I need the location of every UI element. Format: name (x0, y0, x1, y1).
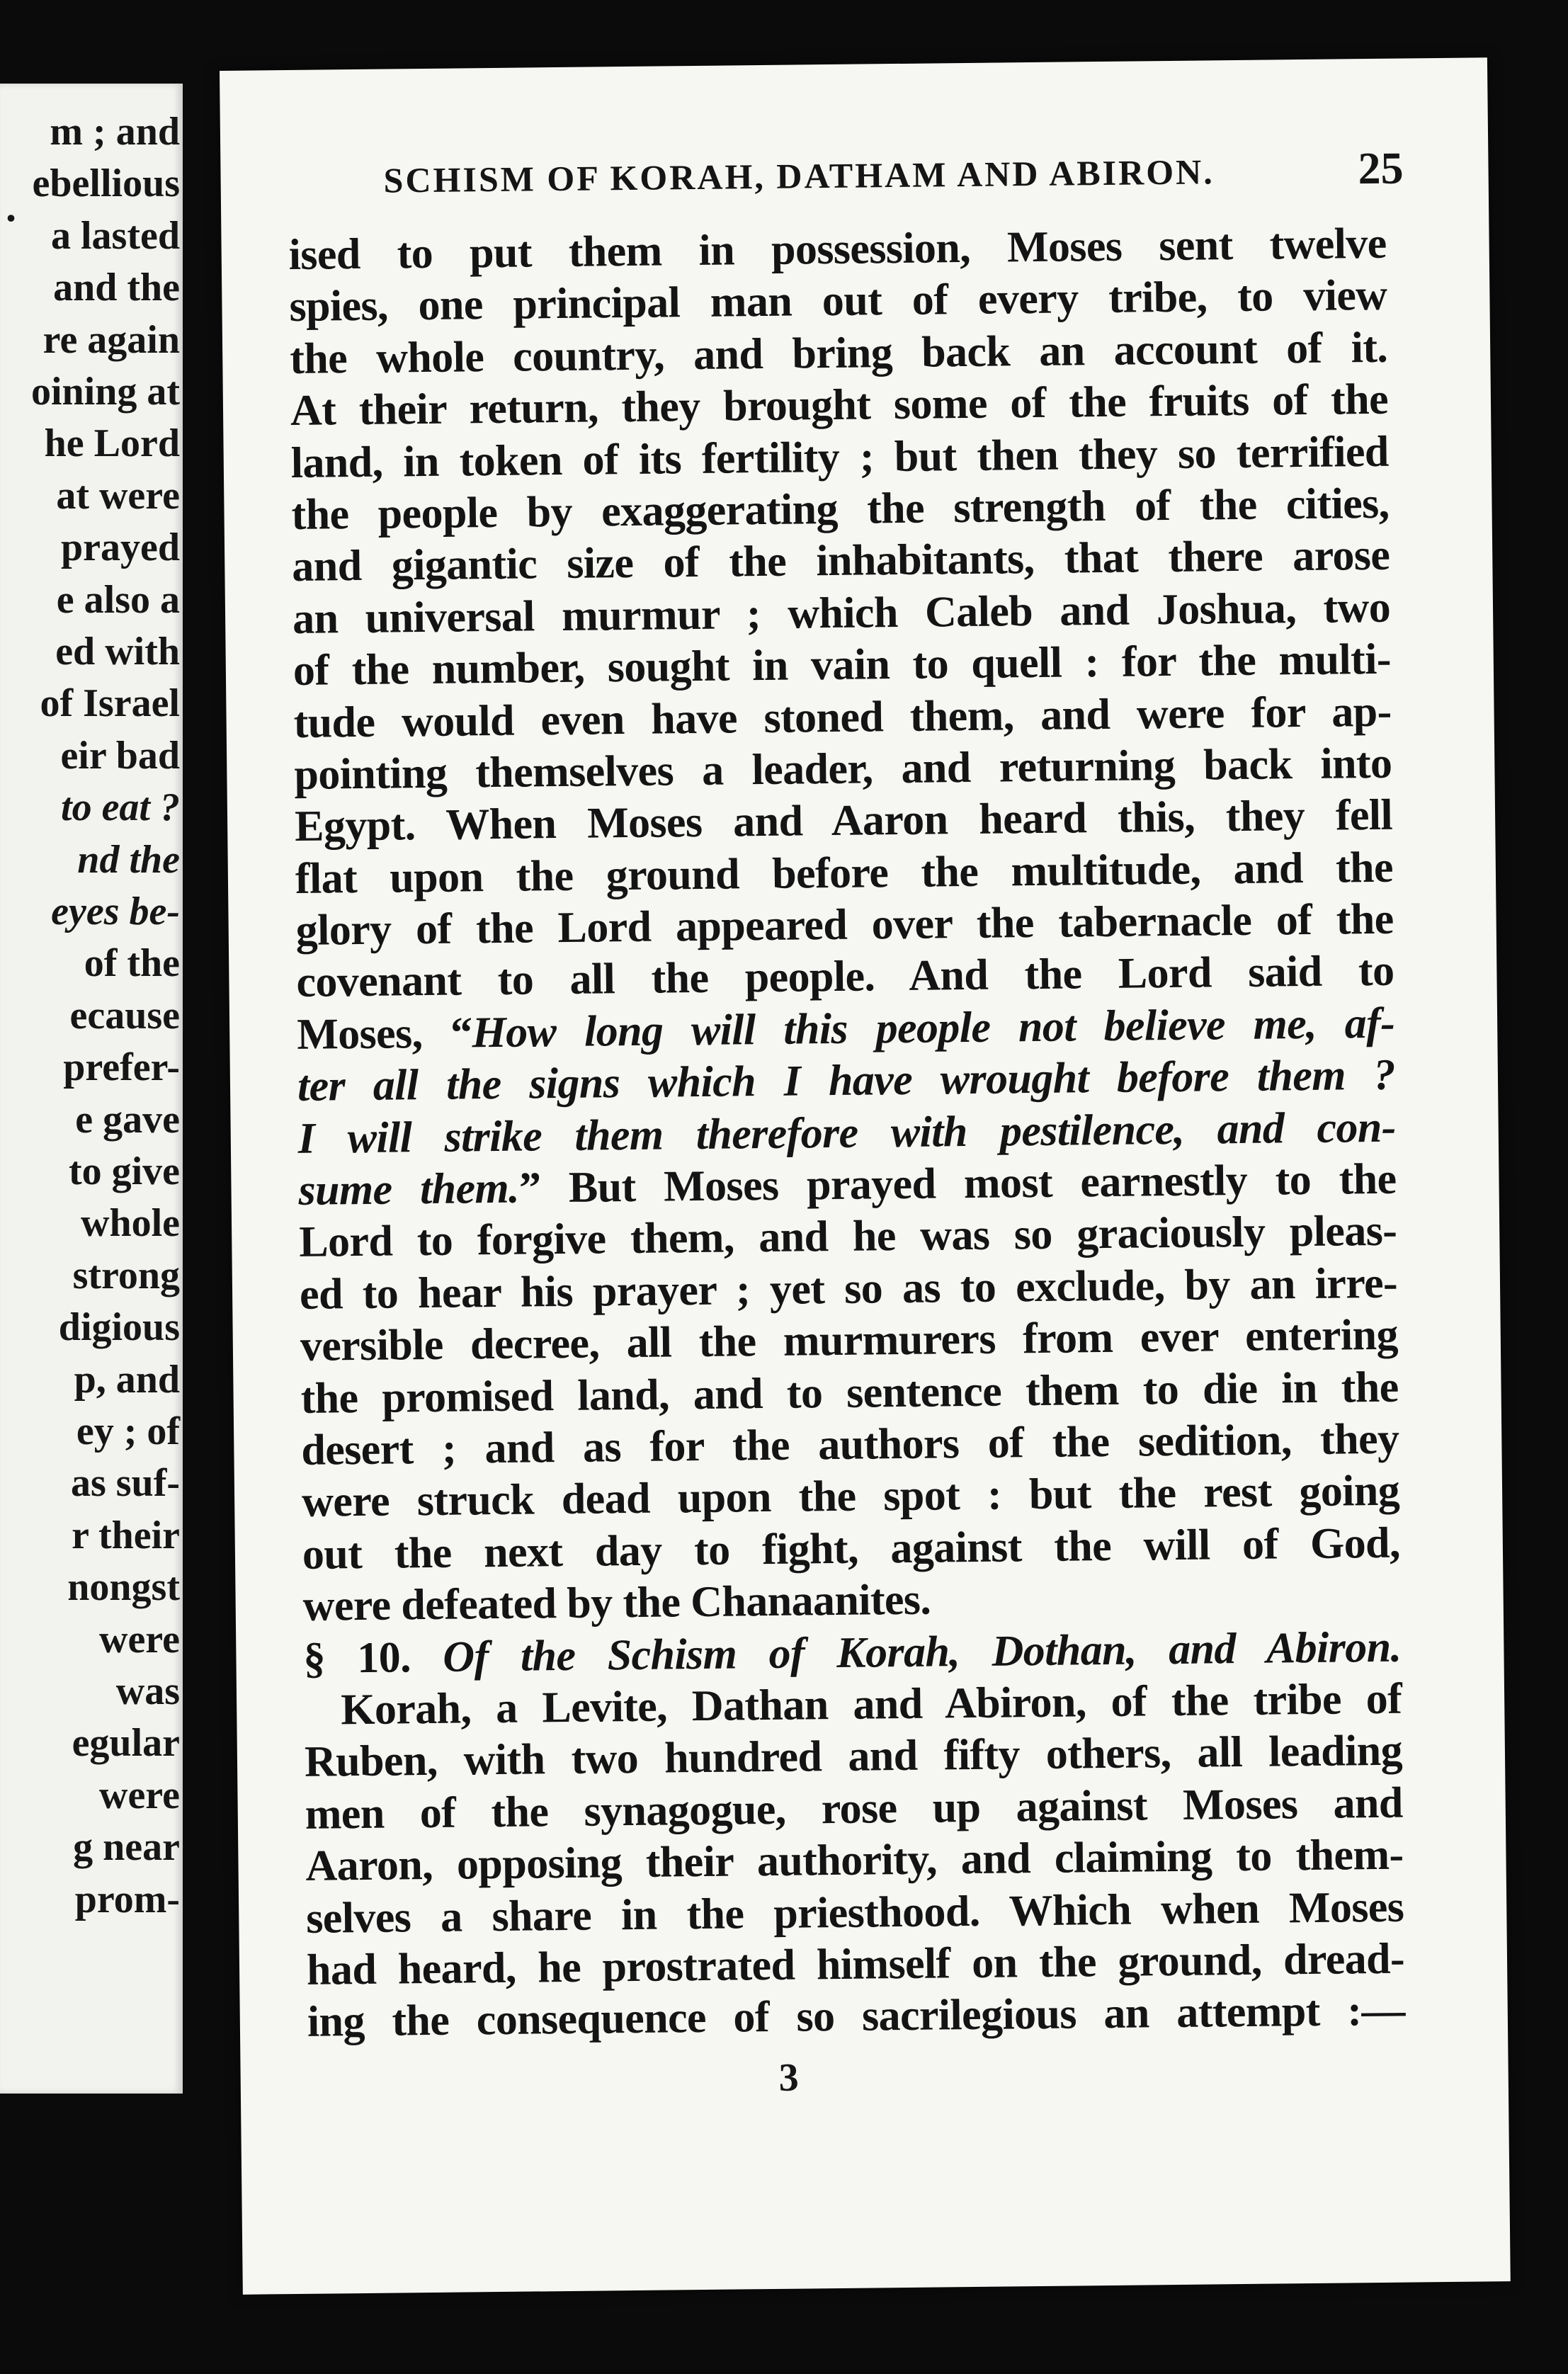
text-segment: an universal murmur ; which Caleb and Joshua, two (292, 583, 1391, 643)
text-line (307, 1985, 1405, 2049)
text-segment: ing the consequence of so sacrilegious an attempt :— (307, 1986, 1406, 2047)
facing-page-line: nd the (77, 837, 180, 882)
text-segment: were defeated by the Chanaanites. (302, 1575, 931, 1631)
facing-page-line: oining at (30, 370, 180, 414)
facing-page-line: were (99, 1617, 180, 1662)
text-segment: Of the Schism of Korah, Dothan, and Abiron. (442, 1623, 1402, 1681)
facing-page-line: p, and (74, 1357, 180, 1402)
facing-page-line: eyes be- (51, 890, 180, 933)
text-segment: the whole country, and bring back an account of it. (289, 323, 1388, 383)
text-segment: How long will this people not believe me, af- (472, 999, 1395, 1057)
facing-page-line: digious (58, 1305, 180, 1350)
facing-page-line: ecause (69, 993, 180, 1038)
text-segment: Korah, a Levite, Dathan and Abiron, of the tribe of (340, 1674, 1402, 1734)
facing-page-line: e gave (75, 1097, 180, 1142)
text-segment: desert ; and as for the authors of the sedition, they (301, 1414, 1399, 1475)
facing-page-line: he Lord (44, 421, 180, 466)
facing-page-line: whole (81, 1201, 180, 1246)
facing-page-line: prayed (61, 526, 180, 570)
facing-page-line: of Israel (40, 681, 180, 726)
text-segment: At their return, they brought some of the fruits of the (290, 375, 1389, 436)
text-segment: Egypt. When Moses and Aaron heard this, they fell (294, 791, 1393, 851)
text-segment: pointing themselves a leader, and returning back into (294, 739, 1392, 799)
facing-page-line: r their (72, 1513, 180, 1557)
facing-page-line: as suf- (70, 1461, 180, 1506)
book-page (220, 57, 1511, 2295)
facing-page-line: re again (42, 317, 180, 362)
running-title: SCHISM OF KORAH, DATHAM AND ABIRON. (383, 152, 1215, 200)
text-segment: covenant to all the people. And the Lord said to (296, 947, 1394, 1007)
text-segment: the people by exaggerating the strength of the cities, (291, 479, 1390, 539)
facing-page-line: at were (56, 473, 180, 518)
facing-page-line: ey ; of (76, 1409, 180, 1453)
text-segment: were struck dead upon the spot : but the rest going (301, 1467, 1400, 1527)
facing-page-line: prom- (74, 1877, 180, 1921)
facing-page-line: strong (72, 1253, 180, 1297)
text-segment: ed to hear his prayer ; yet so as to exclude, by an irre- (299, 1259, 1398, 1319)
signature-mark: 3 (778, 2055, 800, 2100)
text-segment: flat upon the ground before the multitude, and the (295, 843, 1394, 903)
text-segment: and gigantic size of the inhabitants, that there arose (291, 531, 1390, 591)
text-segment: ” But Moses prayed most earnestly to the (518, 1154, 1397, 1212)
text-segment: selves a share in the priesthood. Which when Moses (305, 1882, 1404, 1943)
text-segment: sume them. (298, 1164, 520, 1215)
facing-page-line: eir bad (60, 733, 180, 778)
text-segment: Moses, “ (296, 1009, 472, 1059)
facing-page-line: ed with (55, 630, 180, 674)
text-segment: spies, one principal man out of every tribe, to view (289, 271, 1387, 331)
text-segment: of the number, sought in vain to quell : for the multi- (292, 635, 1392, 695)
text-segment: land, in token of its fertility ; but then they so terrified (290, 427, 1390, 487)
facing-page-line: g near (73, 1825, 180, 1870)
facing-page-line: was (115, 1669, 180, 1713)
text-segment: ised to put them in possession, Moses sent twelve (288, 219, 1387, 279)
text-segment: ter all the signs which I have wrought before them ? (297, 1050, 1396, 1111)
facing-page-line: nongst (67, 1565, 180, 1610)
text-segment: men of the synagogue, rose up against Moses and (305, 1778, 1404, 1839)
facing-page-dot: . (6, 183, 16, 230)
facing-page-line: were (99, 1773, 180, 1817)
text-segment: Aaron, opposing their authority, and claiming to them- (305, 1830, 1404, 1890)
running-head (383, 142, 1404, 210)
facing-page-edge (0, 84, 183, 2094)
facing-page-line: prefer- (63, 1045, 180, 1090)
facing-page-line: of the (84, 941, 180, 986)
facing-page-line: e also a (56, 577, 180, 622)
facing-page-line: to eat ? (61, 785, 180, 830)
text-segment: the promised land, and to sentence them to die in the (300, 1363, 1399, 1423)
facing-page-line: a lasted (51, 213, 180, 258)
text-segment: Lord to forgive them, and he was so graciously pleas- (298, 1207, 1397, 1267)
text-segment: out the next day to fight, against the will of God, (302, 1518, 1401, 1579)
facing-page-line: and the (53, 266, 180, 310)
text-segment: had heard, he prostrated himself on the ground, dread- (306, 1934, 1405, 1994)
text-segment: tude would even have stoned them, and were for ap- (293, 687, 1392, 747)
facing-page-line: ebellious (32, 161, 180, 206)
text-segment: Ruben, with two hundred and fifty others, all leading (304, 1726, 1403, 1787)
facing-page-line: m ; and (50, 110, 180, 154)
text-segment: versible decree, all the murmurers from ever entering (300, 1310, 1399, 1371)
text-segment: § 10. (303, 1632, 443, 1683)
facing-page-line: to give (68, 1149, 180, 1193)
facing-page-line: egular (72, 1721, 180, 1766)
text-segment: glory of the Lord appeared over the tabernacle of the (295, 894, 1394, 955)
text-segment: I will strike them therefore with pestilence, and con- (297, 1103, 1397, 1163)
body-text (288, 218, 1405, 2049)
page-number: 25 (1358, 142, 1404, 194)
